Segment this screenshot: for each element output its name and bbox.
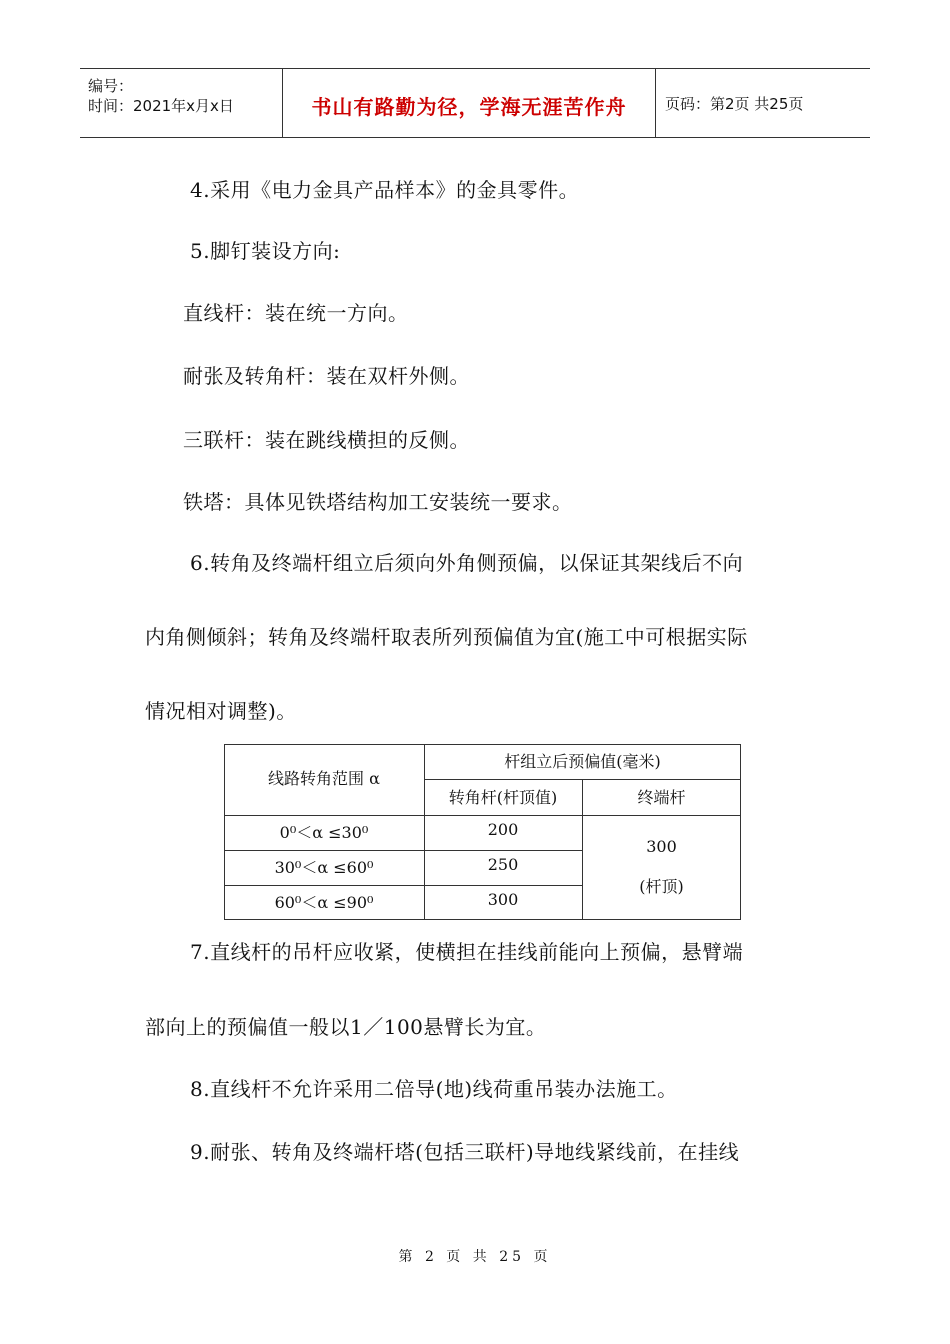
terminal-value: 300 — [646, 837, 677, 856]
row-corner-2: 250 — [487, 855, 519, 874]
paragraph-straight-pole: 直线杆：装在统一方向。 — [183, 301, 409, 325]
row-range-1: 0⁰＜α ≤30⁰ — [279, 823, 369, 842]
row-corner-1: 200 — [487, 820, 519, 839]
document-number-label: 编号： — [88, 77, 134, 95]
header-group: 杆组立后预偏值(毫米) — [504, 752, 661, 771]
header-mid-cell — [282, 69, 656, 137]
paragraph-7-line2: 部向上的预偏值一般以1／100悬臂长为宜。 — [145, 1015, 547, 1039]
paragraph-8: 8.直线杆不允许采用二倍导(地)线荷重吊装办法施工。 — [190, 1077, 678, 1101]
header-motto: 书山有路勤为径，学海无涯苦作舟 — [311, 95, 627, 119]
page-number-label: 页码：第2页 共25页 — [665, 95, 804, 113]
row-range-2: 30⁰＜α ≤60⁰ — [274, 858, 374, 877]
paragraph-4: 4.采用《电力金具产品样本》的金具零件。 — [190, 178, 580, 202]
header-left-cell — [80, 69, 282, 137]
paragraph-6-line1: 6.转角及终端杆组立后须向外角侧预偏，以保证其架线后不向 — [190, 551, 744, 575]
header-terminal: 终端杆 — [637, 788, 686, 807]
paragraph-tower: 铁塔：具体见铁塔结构加工安装统一要求。 — [183, 490, 573, 514]
paragraph-tension-pole: 耐张及转角杆：装在双杆外侧。 — [183, 364, 470, 388]
row-range-3: 60⁰＜α ≤90⁰ — [274, 893, 374, 912]
paragraph-5: 5.脚钉装设方向: — [190, 239, 341, 263]
paragraph-9-line1: 9.耐张、转角及终端杆塔(包括三联杆)导地线紧线前，在挂线 — [190, 1140, 740, 1164]
document-time-label: 时间：2021年x月x日 — [88, 97, 234, 115]
header-corner: 转角杆(杆顶值) — [448, 788, 558, 807]
paragraph-6-line3: 情况相对调整)。 — [145, 699, 297, 723]
paragraph-6-line2: 内角侧倾斜；转角及终端杆取表所列预偏值为宜(施工中可根据实际 — [145, 625, 748, 649]
terminal-note: (杆顶) — [639, 877, 684, 896]
page-header — [80, 68, 870, 138]
page-footer: 第 2 页 共 25 页 — [398, 1249, 552, 1265]
row-corner-3: 300 — [487, 890, 519, 909]
header-range: 线路转角范围 α — [268, 769, 380, 788]
paragraph-triple-pole: 三联杆：装在跳线横担的反侧。 — [183, 428, 470, 452]
pre-deviation-table — [224, 744, 741, 920]
paragraph-7-line1: 7.直线杆的吊杆应收紧，使横担在挂线前能向上预偏，悬臂端 — [190, 940, 744, 964]
header-right-cell — [655, 69, 870, 137]
